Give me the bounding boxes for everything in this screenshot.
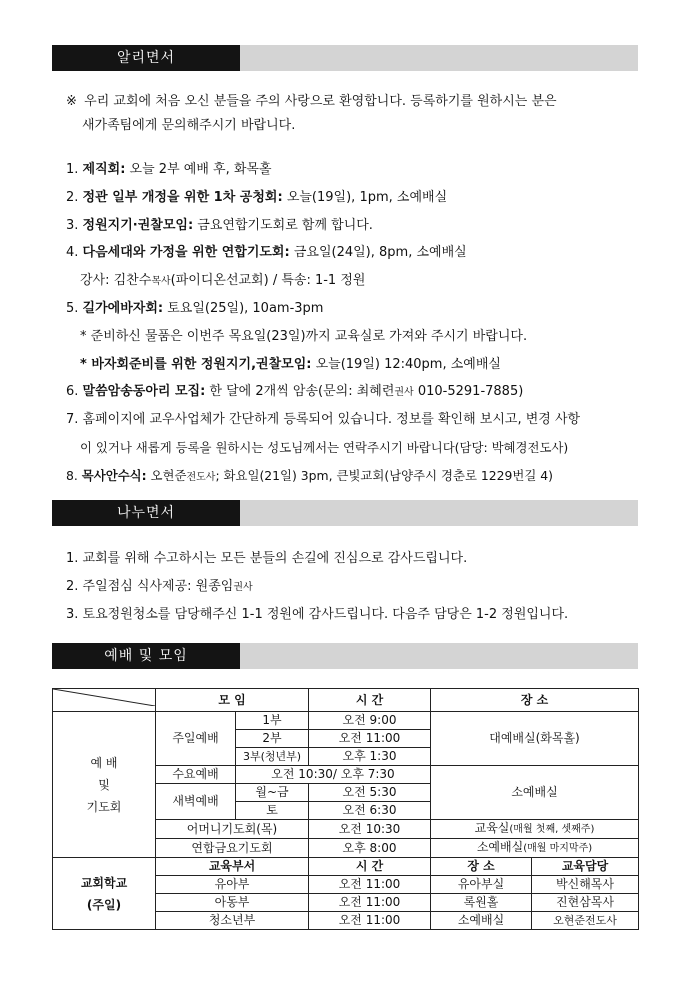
service-day: 토 [236,802,309,820]
service-place: 대예배실(화목홀) [431,712,639,766]
table-row: 아동부 오전 11:00 록원홀 진현삼목사 [53,894,639,912]
diagonal-cell [53,689,156,712]
announce-header: 알리면서 [52,45,240,71]
wednesday-service: 수요예배 [156,766,236,784]
list-item: 7. 홈페이지에 교우사업체가 간단하게 등록되어 있습니다. 정보를 확인해 보시고, 변경 사항 [66,412,581,428]
worship-header: 예배 및 모임 [52,643,240,669]
list-item: 6. 말씀암송동아리 모집: 한 달에 2개씩 암송(문의: 최혜련권사 010-5291-7885) [66,384,524,400]
schedule-table [52,688,639,930]
list-item: 1. 교회를 위해 수고하시는 모든 분들의 손길에 진심으로 감사드립니다. [66,551,468,566]
service-time: 오전 6:30 [309,802,431,820]
list-item: 2. 주일점심 식사제공: 원종임권사 [66,579,253,594]
service-part: 1부 [236,712,309,730]
col-header: 장 소 [431,858,532,876]
worship-header-bar [52,643,638,669]
intro-note [66,90,646,138]
share-header-bar [52,500,638,526]
service-place: 소예배실(매월 마지막주) [431,839,639,858]
announce-header-bar [52,45,638,71]
service-time: 오전 10:30/ 오후 7:30 [236,766,431,784]
friday-prayer: 연합금요기도회 [156,839,309,858]
intro-line-1: 우리 교회에 처음 오신 분들을 주의 사랑으로 환영합니다. 등록하기를 원하시는 분은 [84,94,557,109]
edu-side-label: 교회학교 (주일) [53,858,156,930]
col-header: 시 간 [309,689,431,712]
diagonal-line [53,689,155,706]
dawn-service: 새벽예배 [156,784,236,820]
list-item: 2. 정관 일부 개정을 위한 1차 공청회: 오늘(19일), 1pm, 소예배실 [66,189,448,205]
worship-side-label: 예 배 및 기도회 [53,712,156,858]
list-item: 3. 토요정원청소를 담당해주신 1-1 정원에 감사드립니다. 다음주 담당은 1-2 정원입니다. [66,607,569,622]
intro-line-2: 새가족팀에게 문의해주시기 바랍니다. [82,118,296,133]
col-header: 교육담당 [532,858,639,876]
list-item-sub: * 바자회준비를 위한 정원지기,권찰모임: 오늘(19일) 12:40pm, 소예배실 [80,356,501,372]
service-day: 월~금 [236,784,309,802]
service-time: 오후 8:00 [309,839,431,858]
note-mark: ※ [66,94,77,109]
list-item: 8. 목사안수식: 오현준전도사; 화요일(21일) 3pm, 큰빛교회(남양주시 경춘로 1229번길 4) [66,467,553,483]
service-time: 오후 1:30 [309,748,431,766]
service-time: 오전 5:30 [309,784,431,802]
service-place: 교육실(매월 첫째, 셋째주) [431,820,639,839]
service-time: 오전 9:00 [309,712,431,730]
share-header: 나누면서 [52,500,240,526]
service-time: 오전 11:00 [309,730,431,748]
share-list [66,545,656,629]
list-item: 4. 다음세대와 가정을 위한 연합기도회: 금요일(24일), 8pm, 소예배실 [66,245,467,261]
list-item: 3. 정원지기·권찰모임: 금요연합기도회로 함께 합니다. [66,217,373,233]
service-part: 3부(청년부) [236,748,309,766]
list-item-sub: 강사: 김찬수목사(파이디온선교회) / 특송: 1-1 정원 [80,273,366,289]
announce-list [66,156,656,490]
col-header: 교육부서 [156,858,309,876]
service-part: 2부 [236,730,309,748]
list-item: 1. 제직회: 오늘 2부 예배 후, 화목홀 [66,162,272,177]
mothers-prayer: 어머니기도회(목) [156,820,309,839]
list-item-sub: * 준비하신 물품은 이번주 목요일(23일)까지 교육실로 가져와 주시기 바랍니다. [80,328,528,344]
list-item-cont: 이 있거나 새롭게 등록을 원하시는 성도님께서는 연락주시기 바랍니다(담당: 박혜경전도사) [80,439,569,455]
col-header: 모 임 [156,689,309,712]
list-item: 5. 길가에바자회: 토요일(25일), 10am-3pm [66,300,324,316]
table-row: 청소년부 오전 11:00 소예배실 오현준전도사 [53,912,639,930]
service-time: 오전 10:30 [309,820,431,839]
service-place: 소예배실 [431,766,639,820]
sunday-service: 주일예배 [156,712,236,766]
col-header: 시 간 [309,858,431,876]
col-header: 장 소 [431,689,639,712]
table-row: 유아부 오전 11:00 유아부실 박신해목사 [53,876,639,894]
